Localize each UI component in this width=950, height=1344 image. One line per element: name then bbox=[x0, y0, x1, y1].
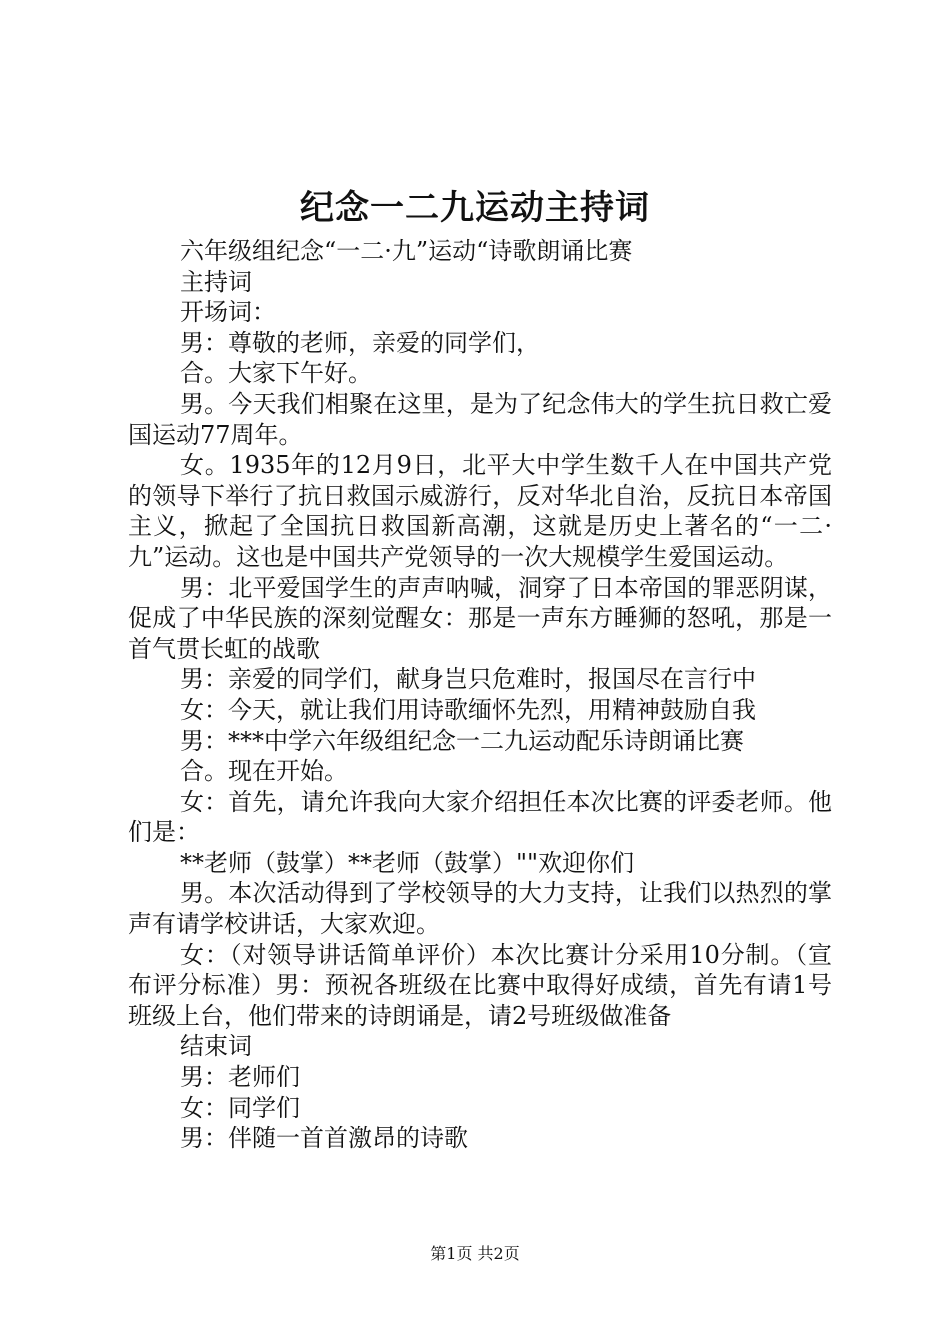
paragraph: 合。大家下午好。 bbox=[180, 359, 372, 388]
paragraph: 男：***中学六年级组纪念一二九运动配乐诗朗诵比赛 bbox=[180, 726, 744, 755]
paragraph: 开场词： bbox=[180, 298, 276, 327]
paragraph: 合。现在开始。 bbox=[180, 757, 348, 786]
paragraph: 女：（对领导讲话简单评价）本次比赛计分采用10分制。（宣布评分标准）男：预祝各班级在比赛中取得好成绩，首先有请1号班级上台，他们带来的诗朗诵是，请2号班级做准备 bbox=[128, 940, 832, 1030]
paragraph: **老师（鼓掌）**老师（鼓掌）""欢迎你们 bbox=[180, 848, 635, 877]
paragraph: 女：今天，就让我们用诗歌缅怀先烈，用精神鼓励自我 bbox=[180, 695, 756, 724]
paragraph: 女：首先，请允许我向大家介绍担任本次比赛的评委老师。他们是： bbox=[128, 787, 832, 847]
document-title: 纪念一二九运动主持词 bbox=[300, 188, 650, 228]
page-footer: 第1页 共2页 bbox=[430, 1244, 520, 1263]
paragraph: 结束词 bbox=[180, 1032, 252, 1061]
paragraph: 男。本次活动得到了学校领导的大力支持，让我们以热烈的掌声有请学校讲话，大家欢迎。 bbox=[128, 879, 832, 939]
document-body bbox=[128, 236, 832, 1154]
paragraph: 男：尊敬的老师，亲爱的同学们， bbox=[180, 328, 540, 357]
paragraph: 男：北平爱国学生的声声呐喊，洞穿了日本帝国的罪恶阴谋，促成了中华民族的深刻觉醒女：那是一声东方睡狮的怒吼，那是一首气贯长虹的战歌 bbox=[128, 573, 832, 663]
paragraph: 男：老师们 bbox=[180, 1063, 300, 1092]
paragraph: 男：亲爱的同学们，献身岂只危难时，报国尽在言行中 bbox=[180, 665, 756, 694]
paragraph: 六年级组纪念“一二·九”运动“诗歌朗诵比赛 bbox=[180, 237, 633, 265]
paragraph: 主持词 bbox=[180, 267, 252, 296]
paragraph: 女：同学们 bbox=[180, 1093, 300, 1122]
paragraph: 女。1935年的12月9日，北平大中学生数千人在中国共产党的领导下举行了抗日救国示威游行，反对华北自治，反抗日本帝国主义，掀起了全国抗日救国新高潮，这就是历史上著名的“一二·九”运动。这也是中国共产党领导的一次大规模学生爱国运动。 bbox=[128, 451, 832, 571]
paragraph: 男。今天我们相聚在这里，是为了纪念伟大的学生抗日救亡爱国运动77周年。 bbox=[128, 389, 832, 449]
paragraph: 男：伴随一首首激昂的诗歌 bbox=[180, 1124, 468, 1153]
